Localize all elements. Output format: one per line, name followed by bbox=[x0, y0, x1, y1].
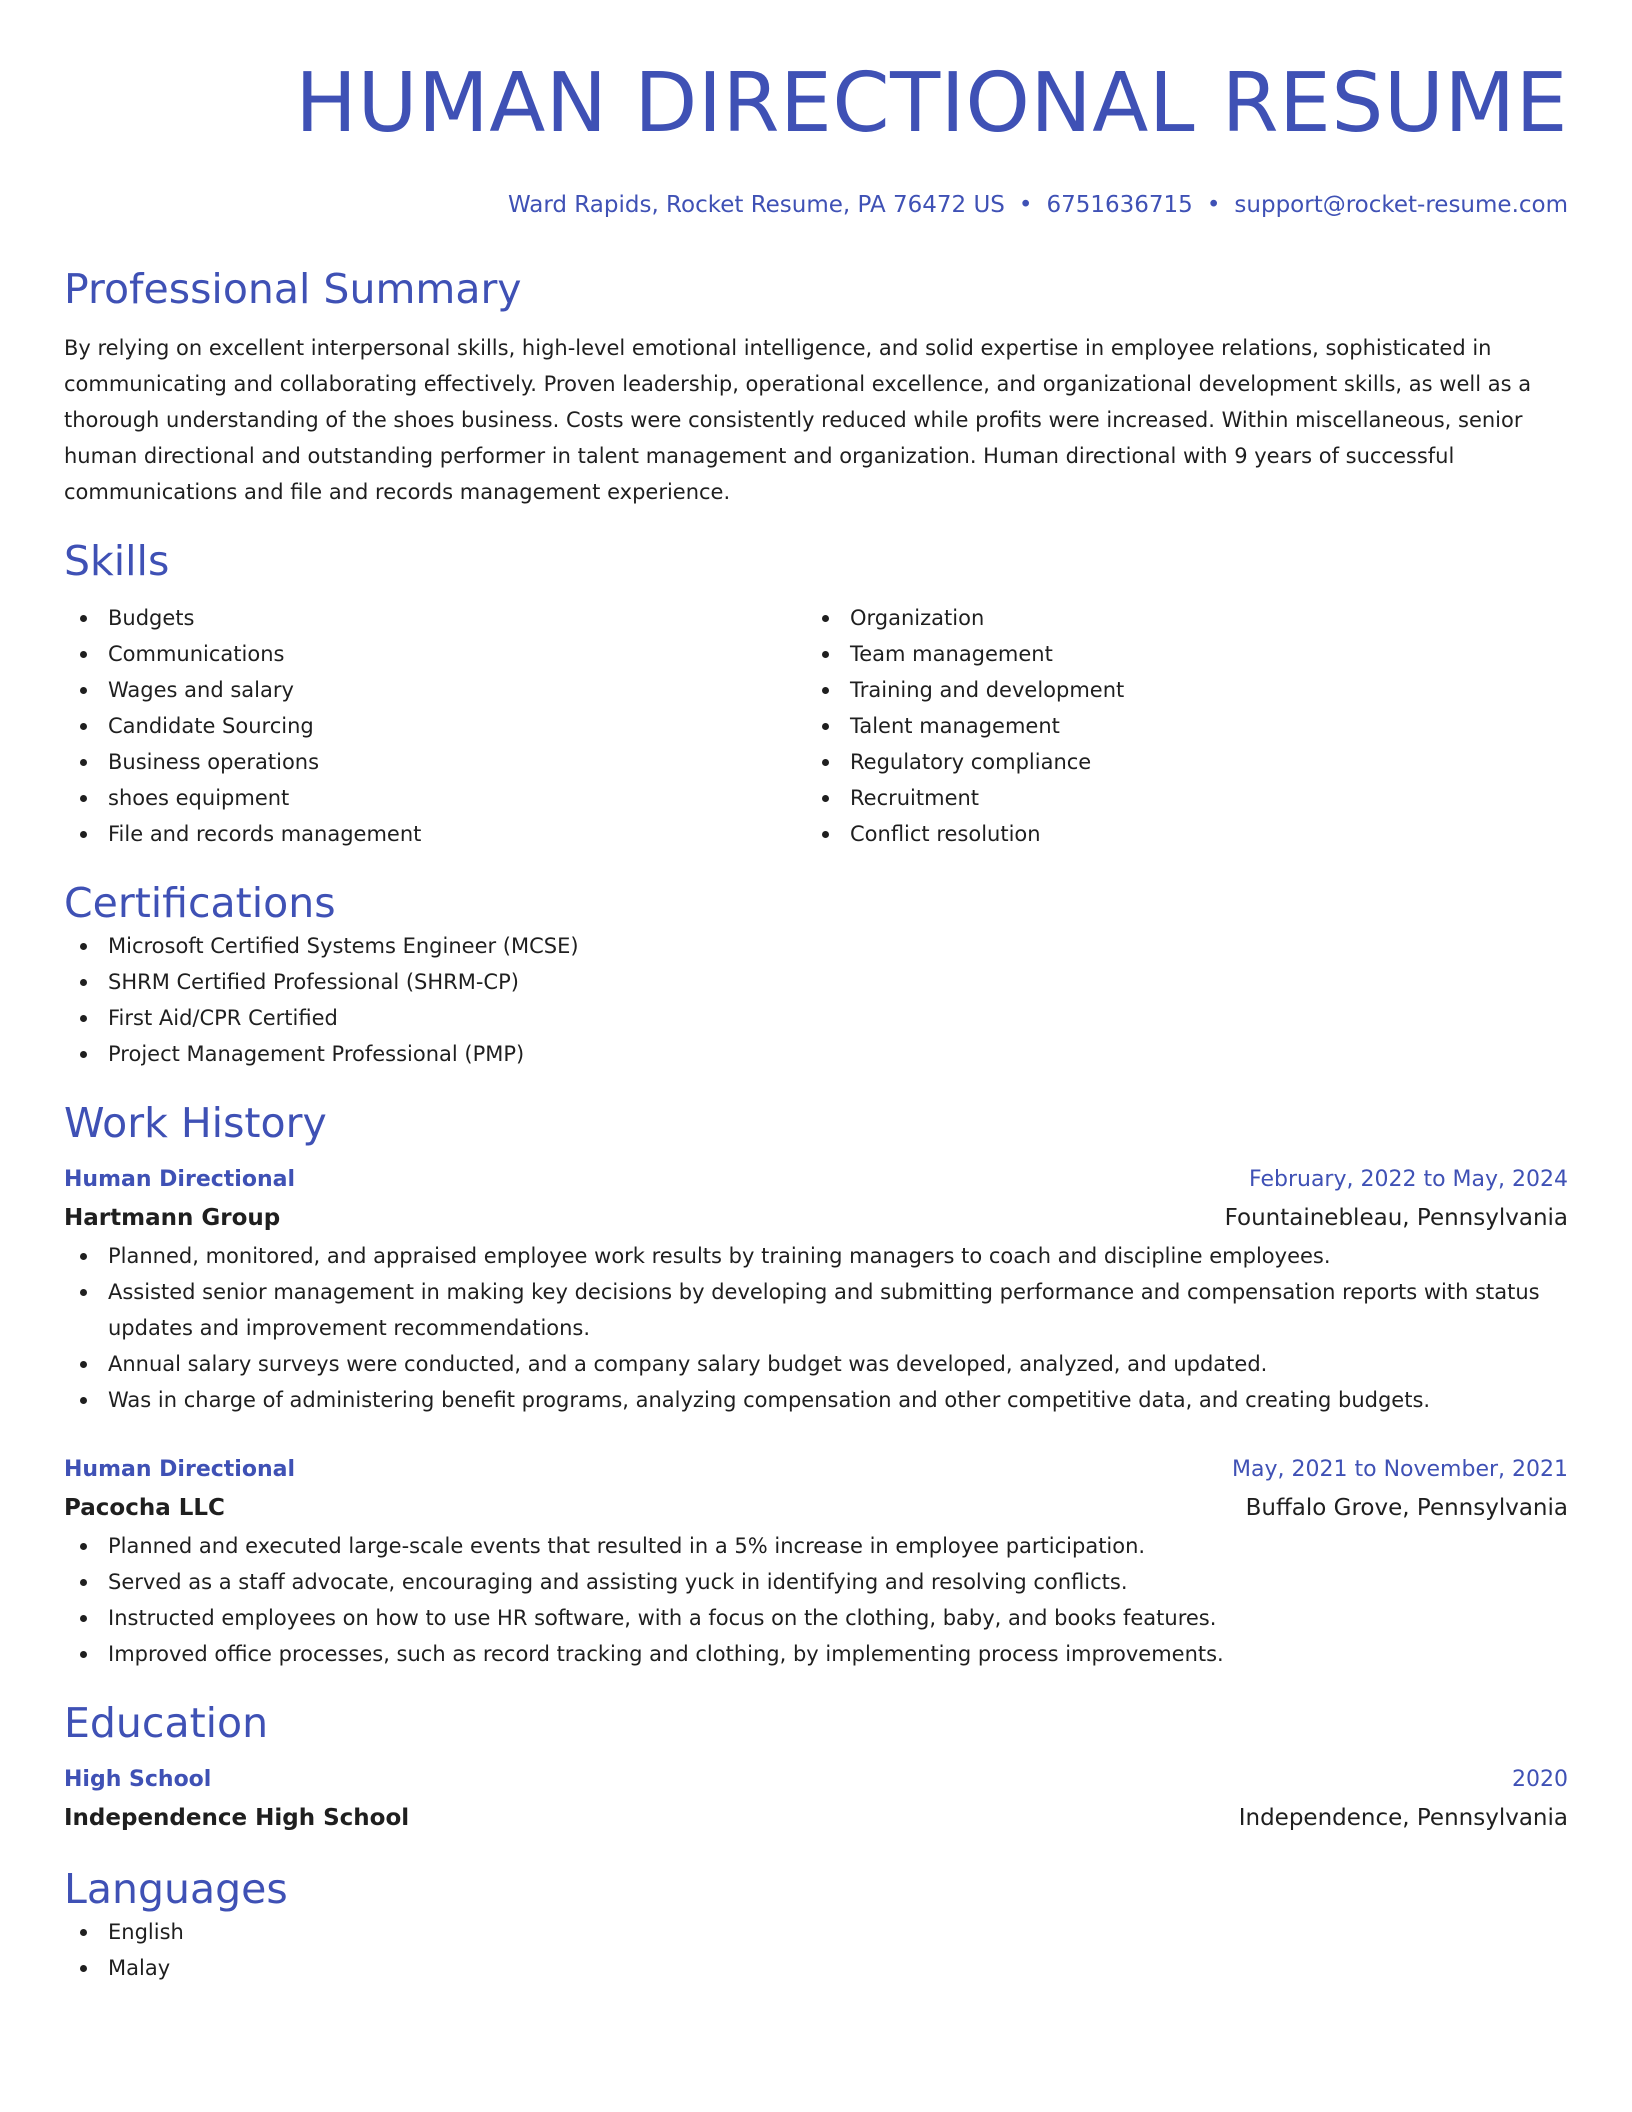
job-bullet: Annual salary surveys were conducted, and a company salary budget was developed, analyzed, and updated. bbox=[64, 1346, 1568, 1382]
skill-item: shoes equipment bbox=[64, 780, 806, 816]
job-entry bbox=[64, 1452, 1568, 1672]
education-year: 2020 bbox=[1512, 1767, 1568, 1792]
certification-item: Microsoft Certified Systems Engineer (MCSE) bbox=[64, 928, 1568, 964]
skill-item: Recruitment bbox=[806, 780, 1548, 816]
languages-heading: Languages bbox=[64, 1865, 288, 1913]
job-entry bbox=[64, 1162, 1568, 1418]
job-company: Pacocha LLC bbox=[64, 1495, 225, 1521]
skill-item: File and records management bbox=[64, 816, 806, 852]
contact-separator: • bbox=[1206, 192, 1221, 218]
languages-list bbox=[64, 1914, 1568, 1986]
certification-item: SHRM Certified Professional (SHRM-CP) bbox=[64, 964, 1568, 1000]
certification-item: Project Management Professional (PMP) bbox=[64, 1036, 1568, 1072]
skill-item: Training and development bbox=[806, 672, 1548, 708]
contact-phone[interactable]: 6751636715 bbox=[1046, 192, 1193, 218]
job-bullet: Assisted senior management in making key decisions by developing and submitting performance and compensation reports with status updates and improvement recommendations. bbox=[64, 1274, 1568, 1346]
education-degree-row bbox=[64, 1762, 1568, 1798]
contact-line bbox=[64, 190, 1568, 220]
education-school-row bbox=[64, 1798, 1568, 1838]
language-item: Malay bbox=[64, 1950, 1568, 1986]
job-location: Buffalo Grove, Pennsylvania bbox=[1245, 1495, 1568, 1521]
skill-item: Business operations bbox=[64, 744, 806, 780]
job-title-row bbox=[64, 1162, 1568, 1198]
work-history-heading: Work History bbox=[64, 1099, 327, 1147]
contact-address: Ward Rapids, Rocket Resume, PA 76472 US bbox=[507, 192, 1005, 218]
job-location: Fountainebleau, Pennsylvania bbox=[1224, 1205, 1568, 1231]
certifications-list bbox=[64, 928, 1568, 1072]
skill-item: Wages and salary bbox=[64, 672, 806, 708]
education-degree: High School bbox=[64, 1767, 212, 1792]
contact-email[interactable]: support@rocket-resume.com bbox=[1234, 192, 1568, 218]
job-company-row bbox=[64, 1488, 1568, 1528]
job-bullet: Served as a staff advocate, encouraging and assisting yuck in identifying and resolving conflicts. bbox=[64, 1564, 1568, 1600]
resume-name: HUMAN DIRECTIONAL RESUME bbox=[295, 56, 1568, 151]
education-entry bbox=[64, 1762, 1568, 1838]
language-item: English bbox=[64, 1914, 1568, 1950]
job-bullets bbox=[64, 1528, 1568, 1672]
resume-header bbox=[64, 0, 1568, 220]
education-location: Independence, Pennsylvania bbox=[1238, 1805, 1568, 1831]
job-title: Human Directional bbox=[64, 1457, 295, 1482]
skills-list-right bbox=[806, 600, 1548, 852]
certification-item: First Aid/CPR Certified bbox=[64, 1000, 1568, 1036]
job-dates: February, 2022 to May, 2024 bbox=[1249, 1167, 1568, 1192]
skill-item: Organization bbox=[806, 600, 1548, 636]
skill-item: Regulatory compliance bbox=[806, 744, 1548, 780]
job-bullet: Instructed employees on how to use HR software, with a focus on the clothing, baby, and books features. bbox=[64, 1600, 1568, 1636]
contact-separator: • bbox=[1018, 192, 1033, 218]
job-bullets bbox=[64, 1238, 1568, 1418]
skill-item: Communications bbox=[64, 636, 806, 672]
skills-grid bbox=[64, 600, 1568, 852]
skills-list-left bbox=[64, 600, 806, 852]
job-bullet: Planned, monitored, and appraised employee work results by training managers to coach and discipline employees. bbox=[64, 1238, 1568, 1274]
summary-heading: Professional Summary bbox=[64, 265, 522, 313]
skill-item: Conflict resolution bbox=[806, 816, 1548, 852]
resume-page bbox=[64, 0, 1568, 1986]
job-title-row bbox=[64, 1452, 1568, 1488]
certifications-heading: Certifications bbox=[64, 879, 336, 927]
skill-item: Talent management bbox=[806, 708, 1548, 744]
job-dates: May, 2021 to November, 2021 bbox=[1232, 1457, 1568, 1482]
job-title: Human Directional bbox=[64, 1167, 295, 1192]
skill-item: Candidate Sourcing bbox=[64, 708, 806, 744]
job-bullet: Was in charge of administering benefit programs, analyzing compensation and other competitive data, and creating budgets. bbox=[64, 1382, 1568, 1418]
summary-text: By relying on excellent interpersonal skills, high-level emotional intelligence, and solid expertise in employee relations, sophisticated in communicating and collaborating effectively. Proven leadership, operational excellence, and organizational development skills, as well as a thorough understanding of the shoes business. Costs were consistently reduced while profits were increased. Within miscellaneous, senior human directional and outstanding performer in talent management and organization. Human directional with 9 years of successful communications and file and records management experience. bbox=[64, 336, 1532, 504]
job-bullet: Planned and executed large-scale events that resulted in a 5% increase in employee participation. bbox=[64, 1528, 1568, 1564]
job-company-row bbox=[64, 1198, 1568, 1238]
skill-item: Budgets bbox=[64, 600, 806, 636]
skills-heading: Skills bbox=[64, 537, 170, 585]
education-school: Independence High School bbox=[64, 1805, 410, 1831]
job-bullet: Improved office processes, such as record tracking and clothing, by implementing process improvements. bbox=[64, 1636, 1568, 1672]
job-company: Hartmann Group bbox=[64, 1205, 281, 1231]
education-heading: Education bbox=[64, 1699, 269, 1747]
skill-item: Team management bbox=[806, 636, 1548, 672]
